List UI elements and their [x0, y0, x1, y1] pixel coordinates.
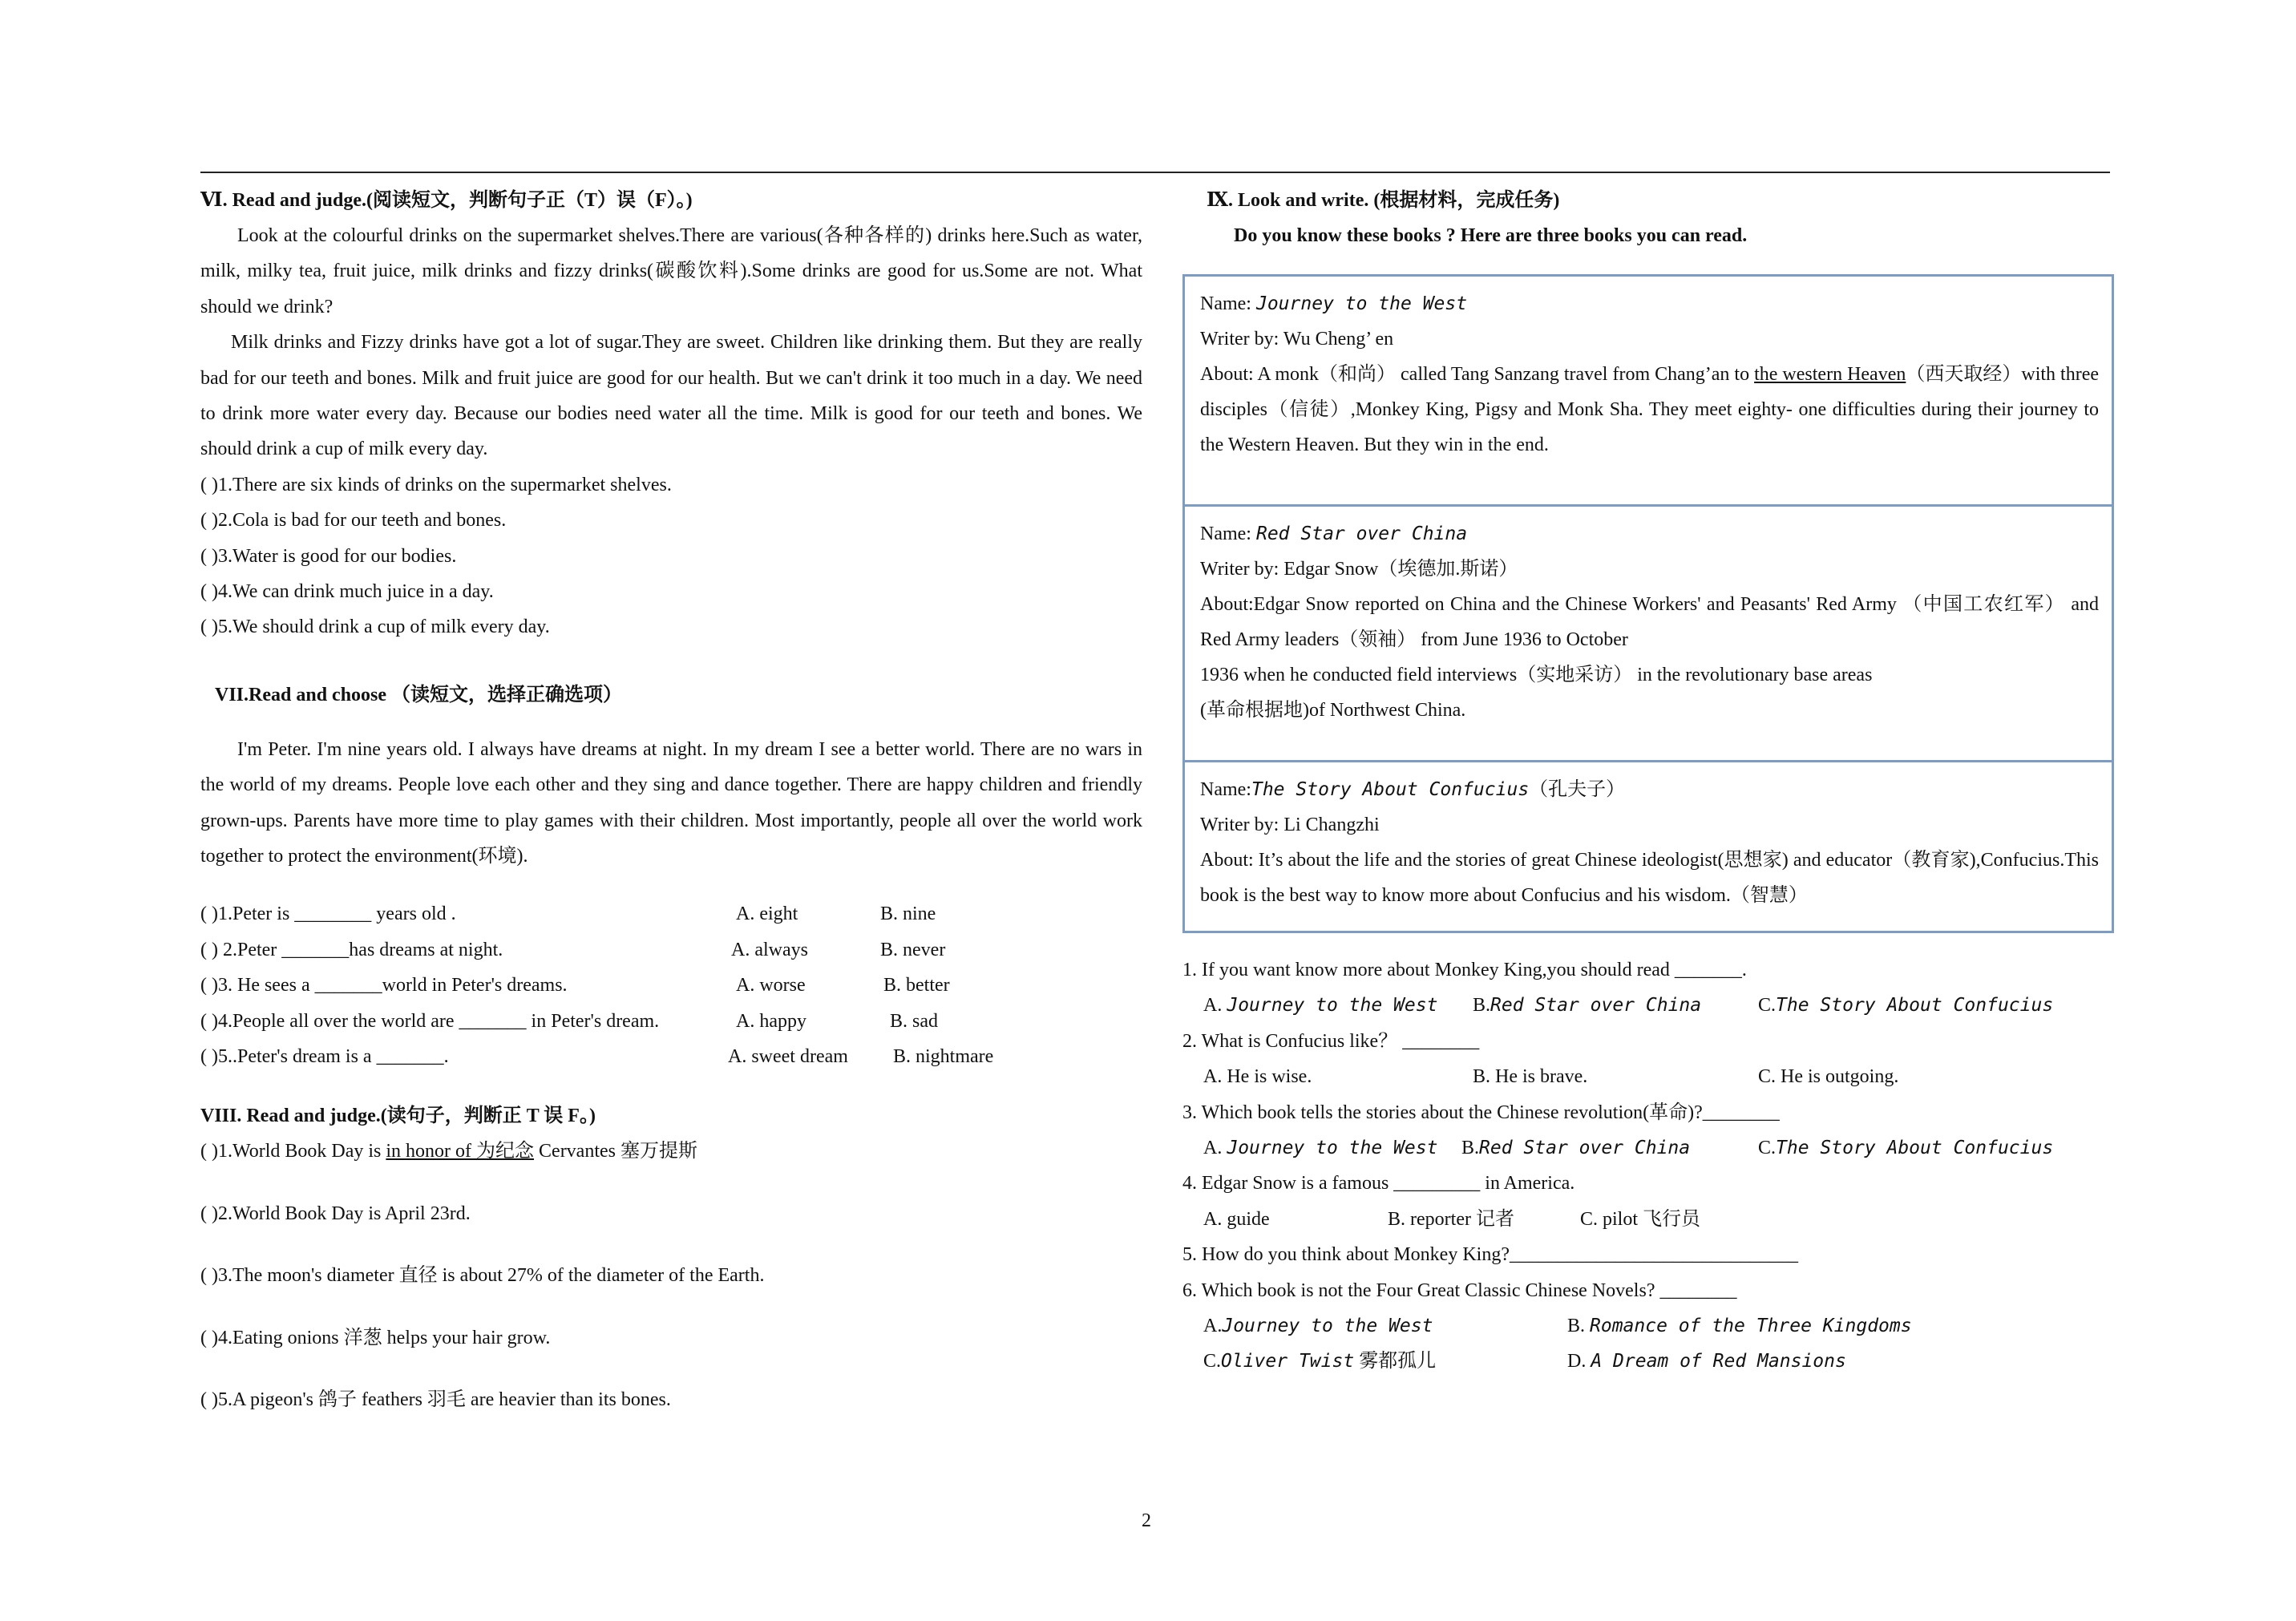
section-8-item-3: ( )3.The moon's diameter 直径 is about 27% of the diameter of the Earth. — [200, 1265, 765, 1287]
book-2-name: Name: Red Star over China — [1200, 523, 1468, 544]
option-a: A. worse — [736, 975, 806, 996]
question-2-options — [1182, 1059, 2114, 1094]
option-a: A. happy — [736, 1010, 806, 1032]
option-a: A. He is wise. — [1203, 1066, 1312, 1088]
option-b: B. Romance of the Three Kingdoms — [1567, 1315, 1912, 1336]
option-c: C.The Story About Confucius — [1758, 995, 2054, 1017]
book-2-about-2: 1936 when he conducted field interviews（实地采访） in the revolutionary base areas — [1200, 665, 1873, 685]
option-b: B.Red Star over China — [1473, 995, 1702, 1017]
option-a: A. Journey to the West — [1203, 995, 1438, 1017]
phrase-in-honor-of: in honor of 为纪念 — [386, 1141, 535, 1162]
header-rule — [200, 172, 2110, 173]
section-7-item-5: ( )5..Peter's dream is a _______. A. sweet dream B. nightmare — [200, 1039, 1142, 1074]
option-b: B. better — [883, 975, 950, 996]
option-a: A. guide — [1203, 1208, 1270, 1230]
section-7-item-1: ( )1.Peter is ________ years old . A. eight B. nine — [200, 896, 1142, 932]
question-1: 1. If you want know more about Monkey King,you should read _______. — [1182, 960, 1747, 980]
right-column — [1182, 183, 2114, 1380]
section-6-paragraph-2: Milk drinks and Fizzy drinks have got a lot of sugar.They are sweet. Children like drinking them. But they are really bad for our teeth and bones. Milk and fruit juice are good for our health. But we can't drink it too much in a day. We need to drink more water every day. Because our bodies need water all the time. Milk is good for our teeth and bones. We should drink a cup of milk every day. — [200, 332, 1142, 460]
question-3-options — [1182, 1130, 2114, 1166]
option-d: D. A Dream of Red Mansions — [1567, 1351, 1846, 1372]
section-9-subtitle: Do you know these books ? Here are three books you can read. — [1234, 225, 1748, 246]
book-1-name: Name: Journey to the West — [1200, 293, 1468, 314]
book-2-writer: Writer by: Edgar Snow（埃德加.斯诺） — [1200, 559, 1518, 580]
section-7-item-3: ( )3. He sees a _______world in Peter's dreams. A. worse B. better — [200, 968, 1142, 1003]
section-7-title: VII.Read and choose （读短文，选择正确选项） — [215, 684, 623, 705]
section-6-item-2: ( )2.Cola is bad for our teeth and bones. — [200, 510, 507, 532]
section-6-item-3: ( )3.Water is good for our bodies. — [200, 545, 457, 567]
question-1-options — [1182, 988, 2114, 1023]
book-boxes — [1182, 274, 2114, 933]
option-c: C.Oliver Twist 雾都孤儿 — [1203, 1351, 1437, 1372]
question-6-options-row-1 — [1182, 1308, 2114, 1344]
question-4-options — [1182, 1202, 2114, 1237]
book-2-about-1: About:Edgar Snow reported on China and the Chinese Workers' and Peasants' Red Army （中国工农红军） and Red Army leaders（领袖） from June 1936 to October — [1200, 594, 2099, 650]
section-9-title: Ⅸ. Look and write. (根据材料，完成任务) — [1207, 190, 1560, 211]
option-a: A.Journey to the West — [1203, 1315, 1433, 1336]
section-7-paragraph: I'm Peter. I'm nine years old. I always have dreams at night. In my dream I see a better world. There are no wars in the world of my dreams. People love each other and they sing and dance together. There are happy children and friendly grown-ups. Parents have more time to play games with their children. Most importantly, people all over the world work together to protect the environment(环境). — [200, 738, 1142, 867]
book-1-about: About: A monk（和尚） called Tang Sanzang travel from Chang’an to the western Heaven（西天取经）with three disciples（信徒）,Monkey King, Pigsy and Monk Sha. They meet eighty- one difficulties during their journey to the Western Heaven. But they win in the end. — [1200, 364, 2100, 455]
option-c: C.The Story About Confucius — [1758, 1137, 2054, 1158]
book-2-about-3: (革命根据地)of Northwest China. — [1200, 700, 1466, 721]
question-5: 5. How do you think about Monkey King?______________________________ — [1182, 1244, 1798, 1266]
section-6-item-4: ( )4.We can drink much juice in a day. — [200, 581, 494, 603]
section-7-item-4: ( )4.People all over the world are _______ in Peter's dream. A. happy B. sad — [200, 1004, 1142, 1039]
option-b: B.Red Star over China — [1461, 1137, 1691, 1158]
section-8-item-5: ( )5.A pigeon's 鸽子 feathers 羽毛 are heavier than its bones. — [200, 1389, 671, 1410]
option-b: B. never — [880, 939, 946, 960]
section-8-item-4: ( )4.Eating onions 洋葱 helps your hair grow. — [200, 1327, 551, 1348]
option-b: B. sad — [890, 1010, 938, 1032]
option-a: A. Journey to the West — [1203, 1137, 1438, 1158]
option-a: A. always — [731, 939, 808, 960]
section-7-item-2: ( ) 2.Peter _______has dreams at night. A. always B. never — [200, 932, 1142, 968]
option-b: B. nine — [880, 903, 936, 925]
section-6-title: Ⅵ. Read and judge.(阅读短文，判断句子正（T）误（F）。) — [200, 190, 693, 211]
question-6: 6. Which book is not the Four Great Classic Chinese Novels? ________ — [1182, 1279, 1737, 1301]
book-1-writer: Writer by: Wu Cheng’ en — [1200, 329, 1394, 350]
book-3-name: Name:The Story About Confucius（孔夫子） — [1200, 779, 1626, 800]
section-6-item-1: ( )1.There are six kinds of drinks on the supermarket shelves. — [200, 474, 672, 495]
section-7-items — [200, 896, 1142, 1074]
section-8-title: VIII. Read and judge.(读句子，判断正 T 误 F。) — [200, 1106, 596, 1127]
option-a: A. eight — [736, 903, 798, 925]
book-3-about: About: It’s about the life and the stories of great Chinese ideologist(思想家) and educator（教育家),Confucius.This book is the best way to know more about Confucius and his wisdom.（智慧） — [1200, 850, 2099, 906]
book-2-box — [1182, 504, 2114, 760]
left-column — [200, 183, 1142, 1417]
option-b: B. nightmare — [893, 1045, 994, 1067]
page-number: 2 — [1142, 1510, 1151, 1531]
option-b: B. He is brave. — [1473, 1066, 1588, 1088]
option-c: C. He is outgoing. — [1758, 1066, 1899, 1088]
section-8-item-2: ( )2.World Book Day is April 23rd. — [200, 1203, 471, 1224]
section-6-item-5: ( )5.We should drink a cup of milk every day. — [200, 616, 550, 638]
section-9-questions — [1182, 952, 2114, 1380]
book-3-box — [1182, 760, 2114, 933]
option-c: C. pilot 飞行员 — [1580, 1208, 1701, 1230]
option-b: B. reporter 记者 — [1388, 1208, 1514, 1230]
question-3: 3. Which book tells the stories about the Chinese revolution(革命)?________ — [1182, 1102, 1780, 1123]
option-a: A. sweet dream — [728, 1045, 848, 1067]
book-3-writer: Writer by: Li Changzhi — [1200, 815, 1380, 835]
section-6-paragraph-1: Look at the colourful drinks on the supermarket shelves.There are various(各种各样的) drinks here.Such as water, milk, milky tea, fruit juice, milk drinks and fizzy drinks(碳酸饮料).Some drinks are good for us.Some are not. What should we drink? — [200, 225, 1142, 317]
question-6-options-row-2 — [1182, 1344, 2114, 1379]
section-8-item-1: ( )1.World Book Day is in honor of 为纪念 Cervantes 塞万提斯 — [200, 1141, 697, 1162]
book-1-box — [1182, 274, 2114, 504]
question-4: 4. Edgar Snow is a famous _________ in America. — [1182, 1173, 1575, 1195]
question-2: 2. What is Confucius like？ ________ — [1182, 1030, 1480, 1052]
